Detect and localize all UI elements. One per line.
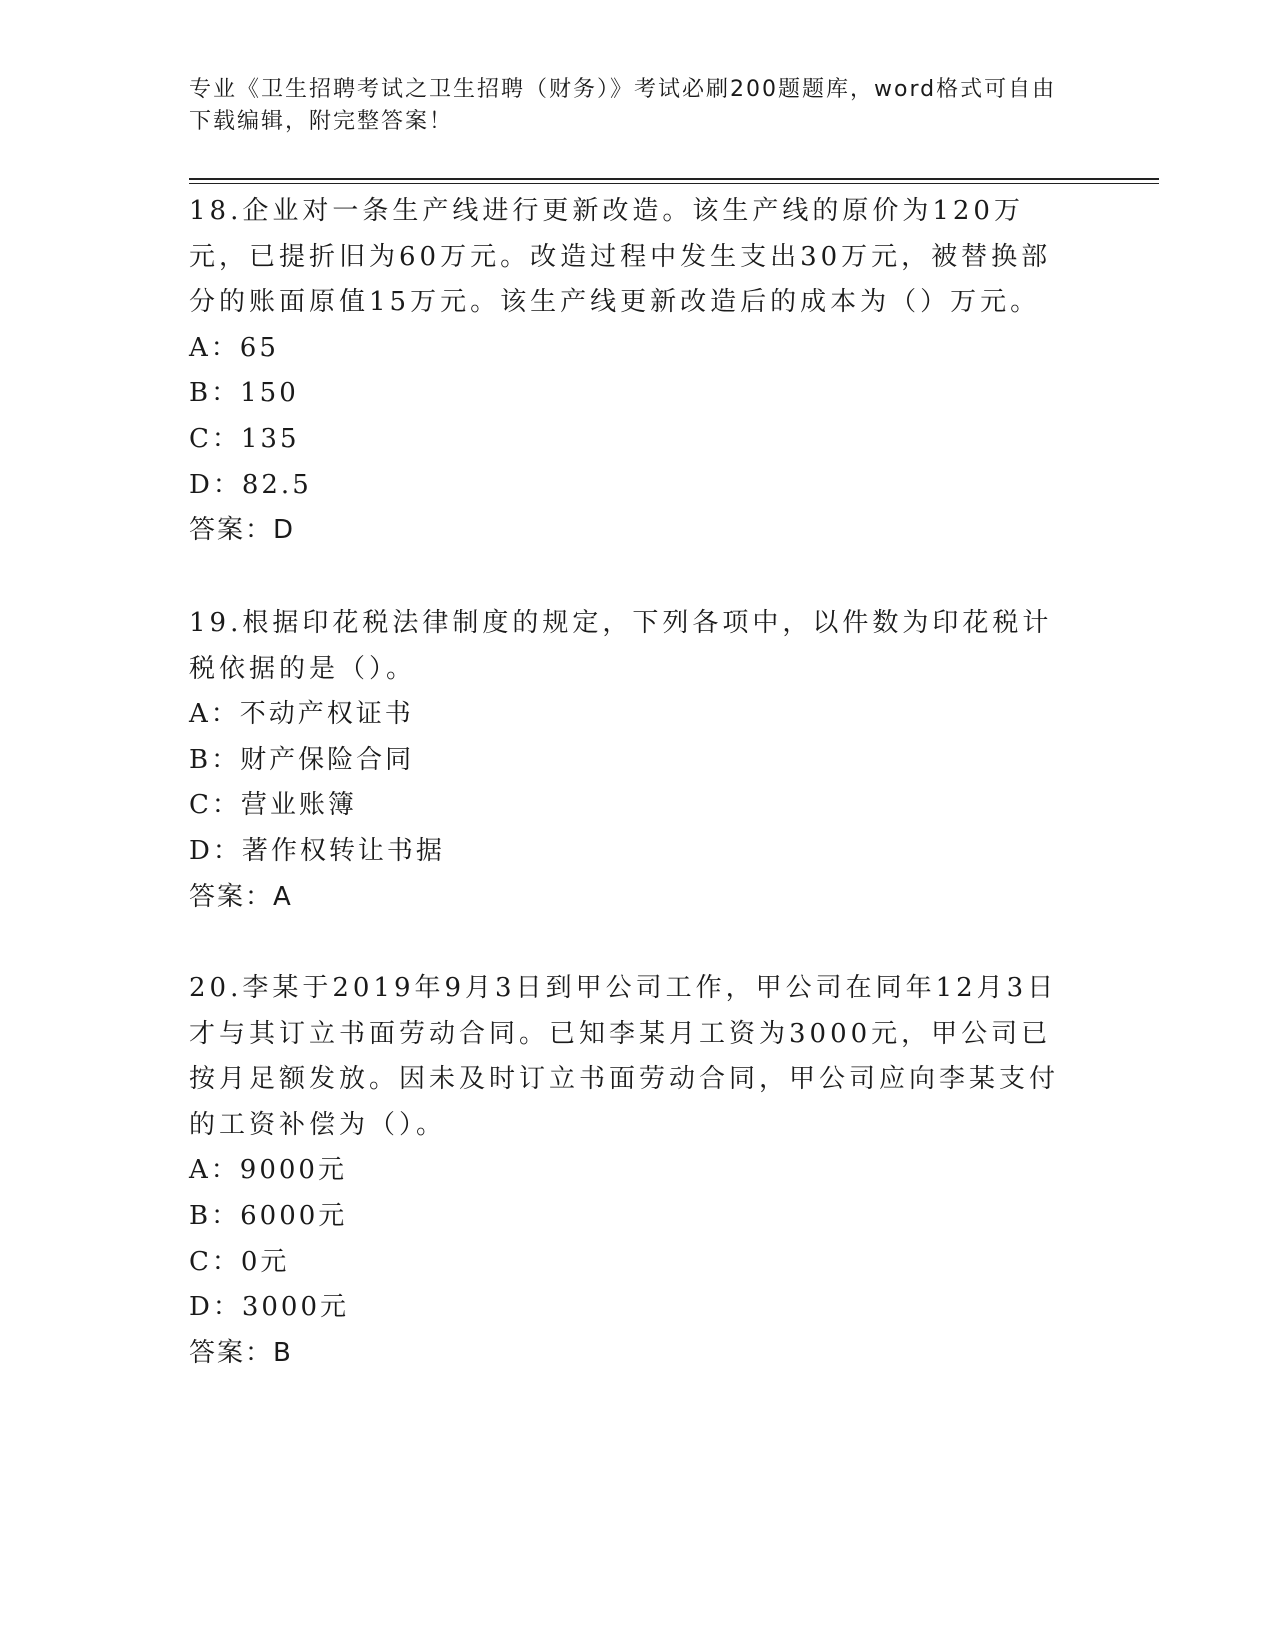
option-b: B：6000元 [189,1200,348,1231]
option-b: B：财产保险合同 [189,744,415,775]
answer-line: 答案：A [189,881,293,912]
header-divider-thick [189,178,1159,180]
header-divider-thin [189,183,1159,184]
option-c: C：135 [189,423,300,454]
option-d: D：3000元 [189,1292,350,1323]
question-stem: 18.企业对一条生产线进行更新改造。该生产线的原价为120万元，已提折旧为60万元。改造过程中发生支出30万元，被替换部分的账面原值15万元。该生产线更新改造后的成本为（）万元。 [189,196,1052,318]
answer-line: 答案：B [189,1337,293,1368]
option-c: C：0元 [189,1246,290,1277]
option-d: D：82.5 [189,469,312,500]
question-stem: 19.根据印花税法律制度的规定，下列各项中，以件数为印花税计税依据的是（）。 [189,608,1053,684]
option-a: A：不动产权证书 [189,699,414,730]
question-19 [189,601,1079,920]
question-18 [189,189,1079,554]
question-stem: 20.李某于2019年9月3日到甲公司工作，甲公司在同年12月3日才与其订立书面劳动合同。已知李某月工资为3000元，甲公司已按月足额发放。因未及时订立书面劳动合同，甲公司应向李某支付的工资补偿为（）。 [189,973,1060,1140]
question-20 [189,966,1079,1376]
option-b: B：150 [189,378,299,409]
option-a: A：65 [189,332,279,363]
option-d: D：著作权转让书据 [189,835,445,866]
document-header: 专业《卫生招聘考试之卫生招聘（财务）》考试必刷200题题库，word格式可自由下载编辑，附完整答案！ [189,77,1057,134]
option-a: A：9000元 [189,1155,347,1186]
option-c: C：营业账簿 [189,790,357,821]
answer-line: 答案：D [189,515,296,546]
